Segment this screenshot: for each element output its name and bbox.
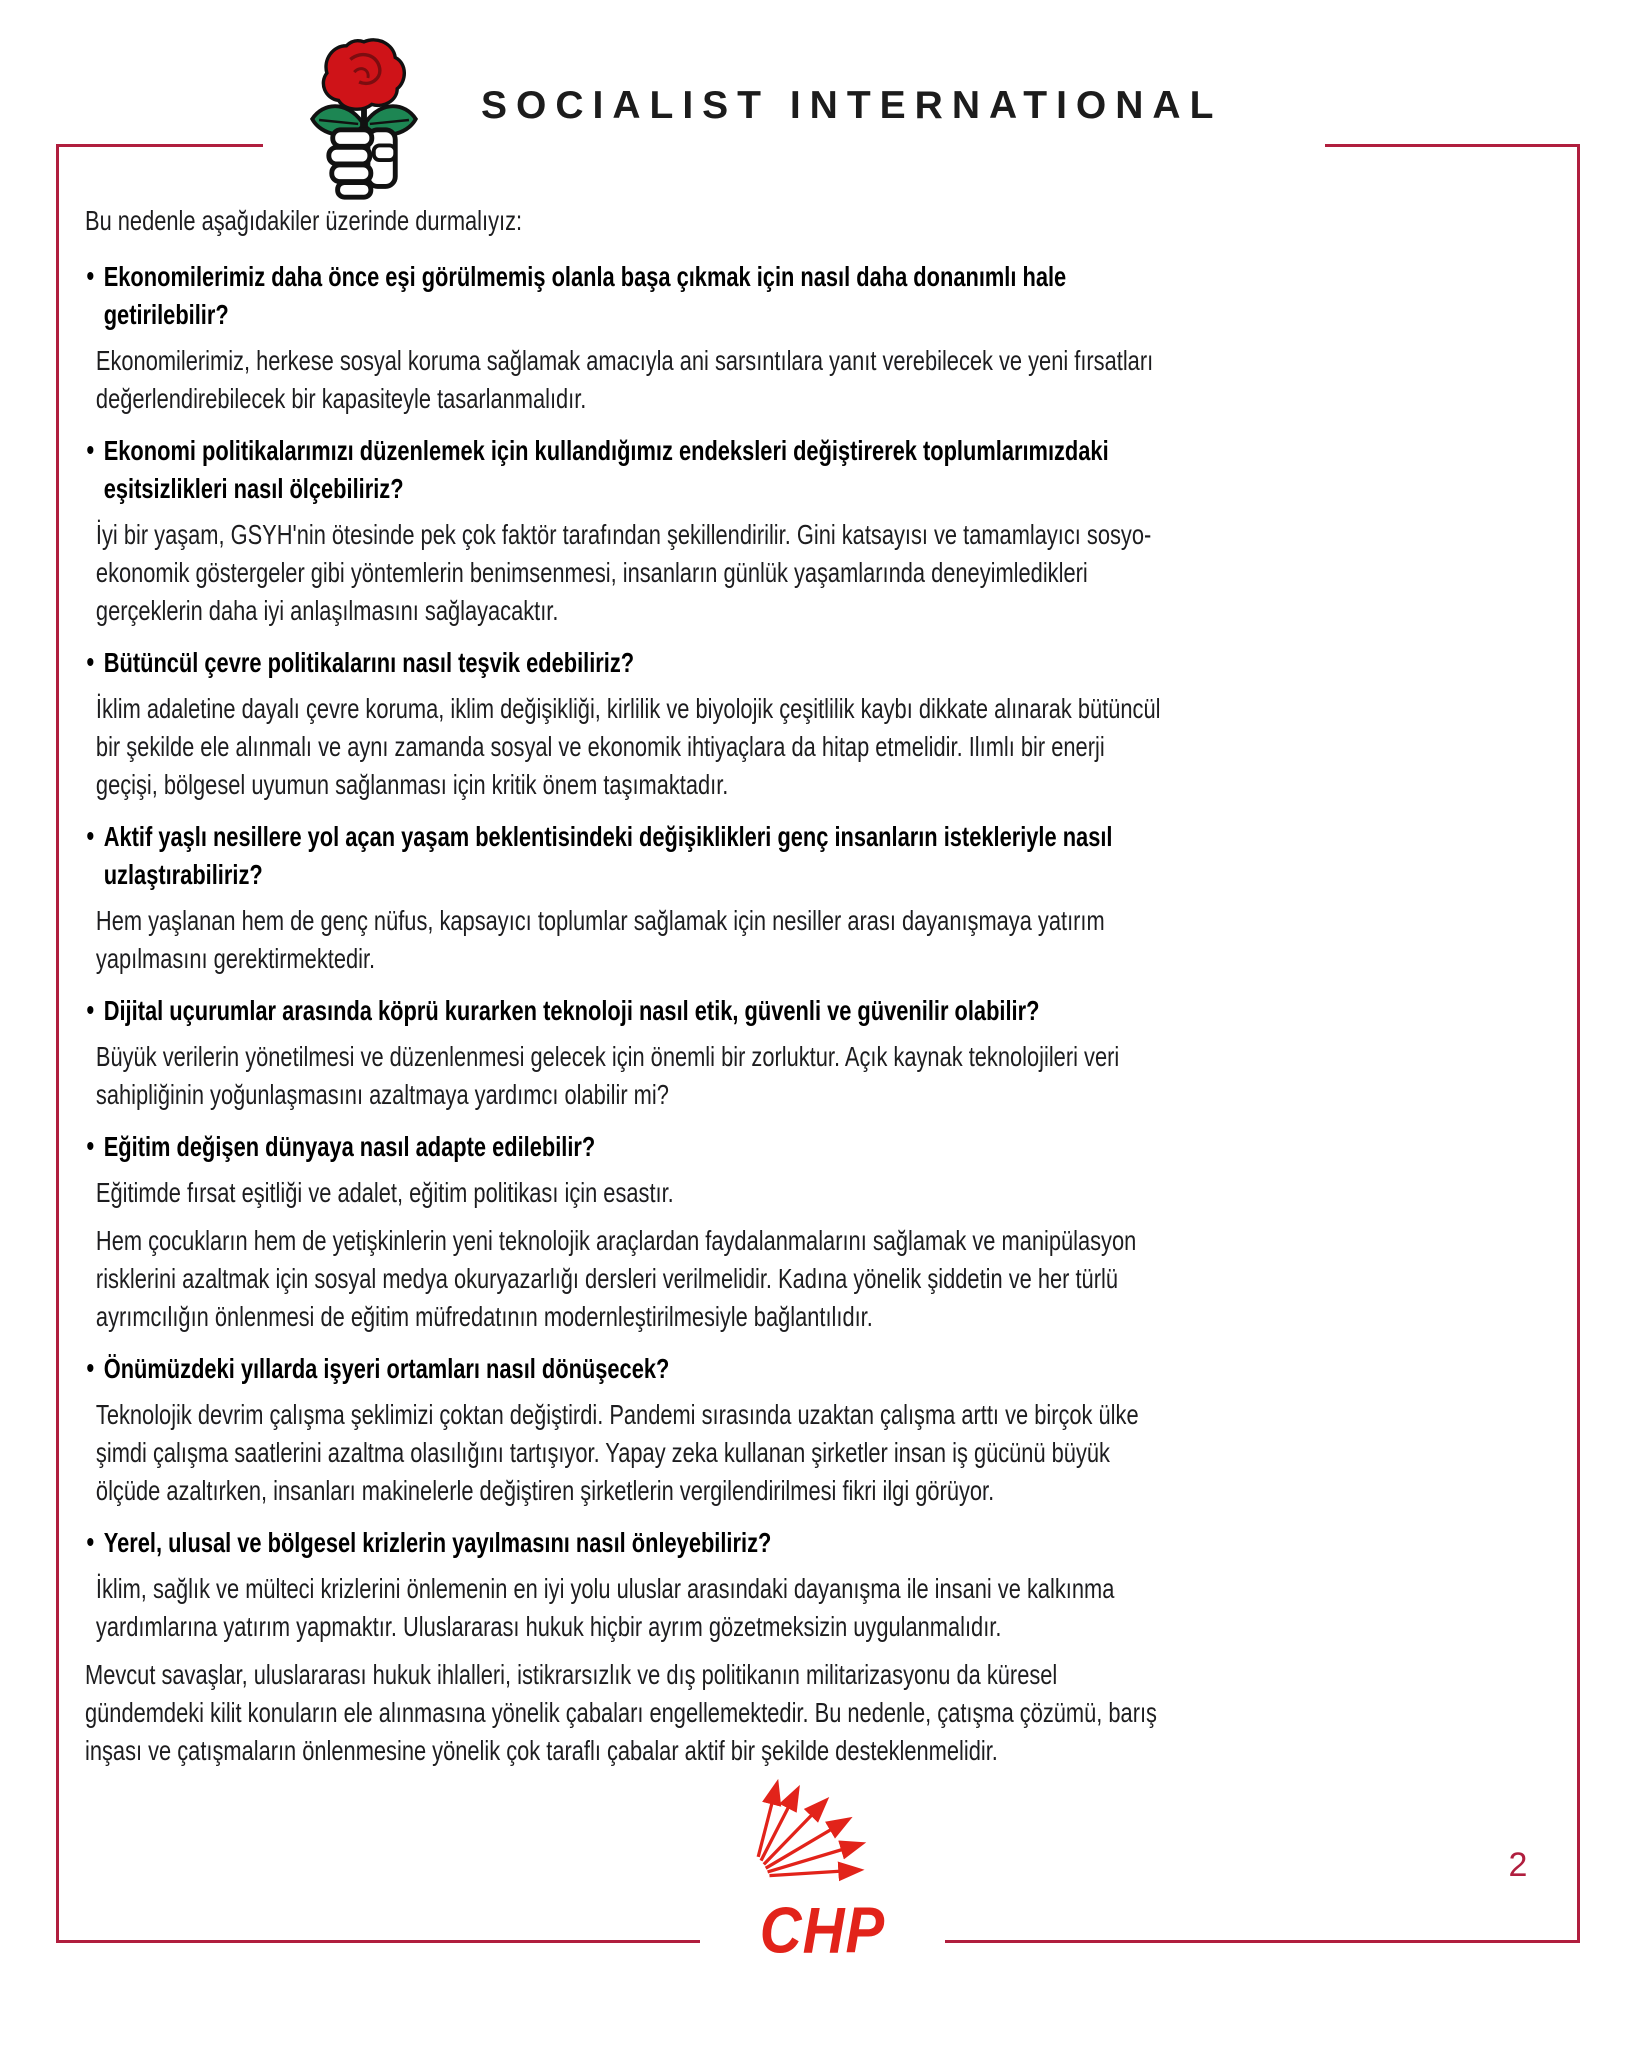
bullet-heading: • Aktif yaşlı nesillere yol açan yaşam beklentisindeki değişiklikleri genç insanların istekleriyle nasıl uzlaştırabiliriz? — [85, 818, 1161, 894]
header — [263, 18, 1325, 190]
bullet-section-2 — [85, 432, 1161, 630]
bullet-heading: • Bütüncül çevre politikalarını nasıl teşvik edebiliriz? — [85, 644, 1161, 682]
bullet-list — [85, 258, 1161, 1646]
bullet-heading: • Ekonomi politikalarımızı düzenlemek için kullandığımız endeksleri değiştirerek toplumlarımızdaki eşitsizlikleri nasıl ölçebiliriz? — [85, 432, 1161, 508]
body-paragraph: Eğitimde fırsat eşitliği ve adalet, eğitim politikası için esastır. — [95, 1177, 674, 1208]
bullet-section-5 — [85, 992, 1161, 1114]
org-title: SOCIALIST INTERNATIONAL — [481, 84, 1223, 127]
body-paragraph: Hem çocukların hem de yetişkinlerin yeni teknolojik araçlardan faydalanmalarını sağlamak ve manipülasyon risklerini azaltmak için sosyal medya okuryazarlığı dersleri verilmelidir. Kadına yönelik şiddetin ve her türlü ayrımcılığın önlenmesi de eğitim müfredatının modernleştirilmesiyle bağlantılıdır. — [95, 1225, 1137, 1332]
bullet-heading: • Eğitim değişen dünyaya nasıl adapte edilebilir? — [85, 1128, 1161, 1166]
bullet-heading: • Ekonomilerimiz daha önce eşi görülmemiş olanla başa çıkmak için nasıl daha donanımlı hale getirilebilir? — [85, 258, 1161, 334]
body-paragraph: Ekonomilerimiz, herkese sosyal koruma sağlamak amacıyla ani sarsıntılara yanıt verebilecek ve yeni fırsatları değerlendirebilecek bir kapasiteyle tasarlanmalıdır. — [95, 345, 1154, 414]
footer — [700, 1778, 945, 1996]
intro-paragraph: Bu nedenle aşağıdakiler üzerinde durmalıyız: — [85, 205, 523, 236]
bullet-section-7 — [85, 1350, 1161, 1510]
body-paragraph: Hem yaşlanan hem de genç nüfus, kapsayıcı toplumlar sağlamak için nesiller arası dayanışmaya yatırım yapılmasını gerektirmektedir. — [95, 905, 1105, 974]
bullet-section-6 — [85, 1128, 1161, 1336]
bullet-heading: • Yerel, ulusal ve bölgesel krizlerin yayılmasını nasıl önleyebiliriz? — [85, 1524, 1161, 1562]
bullet-section-1 — [85, 258, 1161, 418]
body-paragraph: İyi bir yaşam, GSYH'nin ötesinde pek çok faktör tarafından şekillendirilir. Gini katsayısı ve tamamlayıcı sosyo-ekonomik göstergeler gibi yöntemlerin benimsenmesi, insanların günlük yaşamlarında deneyimledikleri gerçeklerin daha iyi anlaşılmasını sağlayacaktır. — [95, 519, 1152, 626]
content-area — [85, 202, 1161, 1770]
chp-wordmark: CHP — [759, 1894, 886, 1967]
bullet-section-3 — [85, 644, 1161, 804]
body-paragraph: Büyük verilerin yönetilmesi ve düzenlenmesi gelecek için önemli bir zorluktur. Açık kaynak teknolojileri veri sahipliğinin yoğunlaşmasını azaltmaya yardımcı olabilir mi? — [95, 1041, 1120, 1110]
socialist-international-rose-icon — [305, 36, 423, 209]
body-paragraph: İklim, sağlık ve mülteci krizlerini önlemenin en iyi yolu uluslar arasındaki dayanışma ile insani ve kalkınma yardımlarına yatırım yapmaktır. Uluslararası hukuk hiçbir ayrım gözetmeksizin uygulanmalıdır. — [95, 1573, 1115, 1642]
body-paragraph: Teknolojik devrim çalışma şeklimizi çoktan değiştirdi. Pandemi sırasında uzaktan çalışma arttı ve birçok ülke şimdi çalışma saatlerini azaltma olasılığını tartışıyor. Yapay zeka kullanan şirketler insan iş gücünü büyük ölçüde azaltırken, insanları makinelerle değiştiren şirketlerin vergilendirilmesi fikri ilgi görüyor. — [95, 1399, 1139, 1506]
bullet-section-8 — [85, 1524, 1161, 1646]
closing-paragraph: Mevcut savaşlar, uluslararası hukuk ihlalleri, istikrarsızlık ve dış politikanın militarizasyonu da küresel gündemdeki kilit konuların ele alınmasına yönelik çabaları engellemektedir. Bu nedenle, çatışma çözümü, barış inşası ve çatışmaların önlenmesine yönelik çok taraflı çabalar aktif bir şekilde desteklenmelidir. — [85, 1659, 1157, 1766]
bullet-heading: • Dijital uçurumlar arasında köprü kurarken teknoloji nasıl etik, güvenli ve güvenilir olabilir? — [85, 992, 1161, 1030]
bullet-section-4 — [85, 818, 1161, 978]
chp-arrows-icon — [743, 1778, 903, 1891]
bullet-heading: • Önümüzdeki yıllarda işyeri ortamları nasıl dönüşecek? — [85, 1350, 1161, 1388]
body-paragraph: İklim adaletine dayalı çevre koruma, iklim değişikliği, kirlilik ve biyolojik çeşitlilik kaybı dikkate alınarak bütüncül bir şekilde ele alınmalı ve aynı zamanda sosyal ve ekonomik ihtiyaçlara da hitap etmelidir. Ilımlı bir enerji geçişi, bölgesel uyumun sağlanması için kritik önem taşımaktadır. — [95, 693, 1161, 800]
page-number: 2 — [1508, 1846, 1528, 1884]
